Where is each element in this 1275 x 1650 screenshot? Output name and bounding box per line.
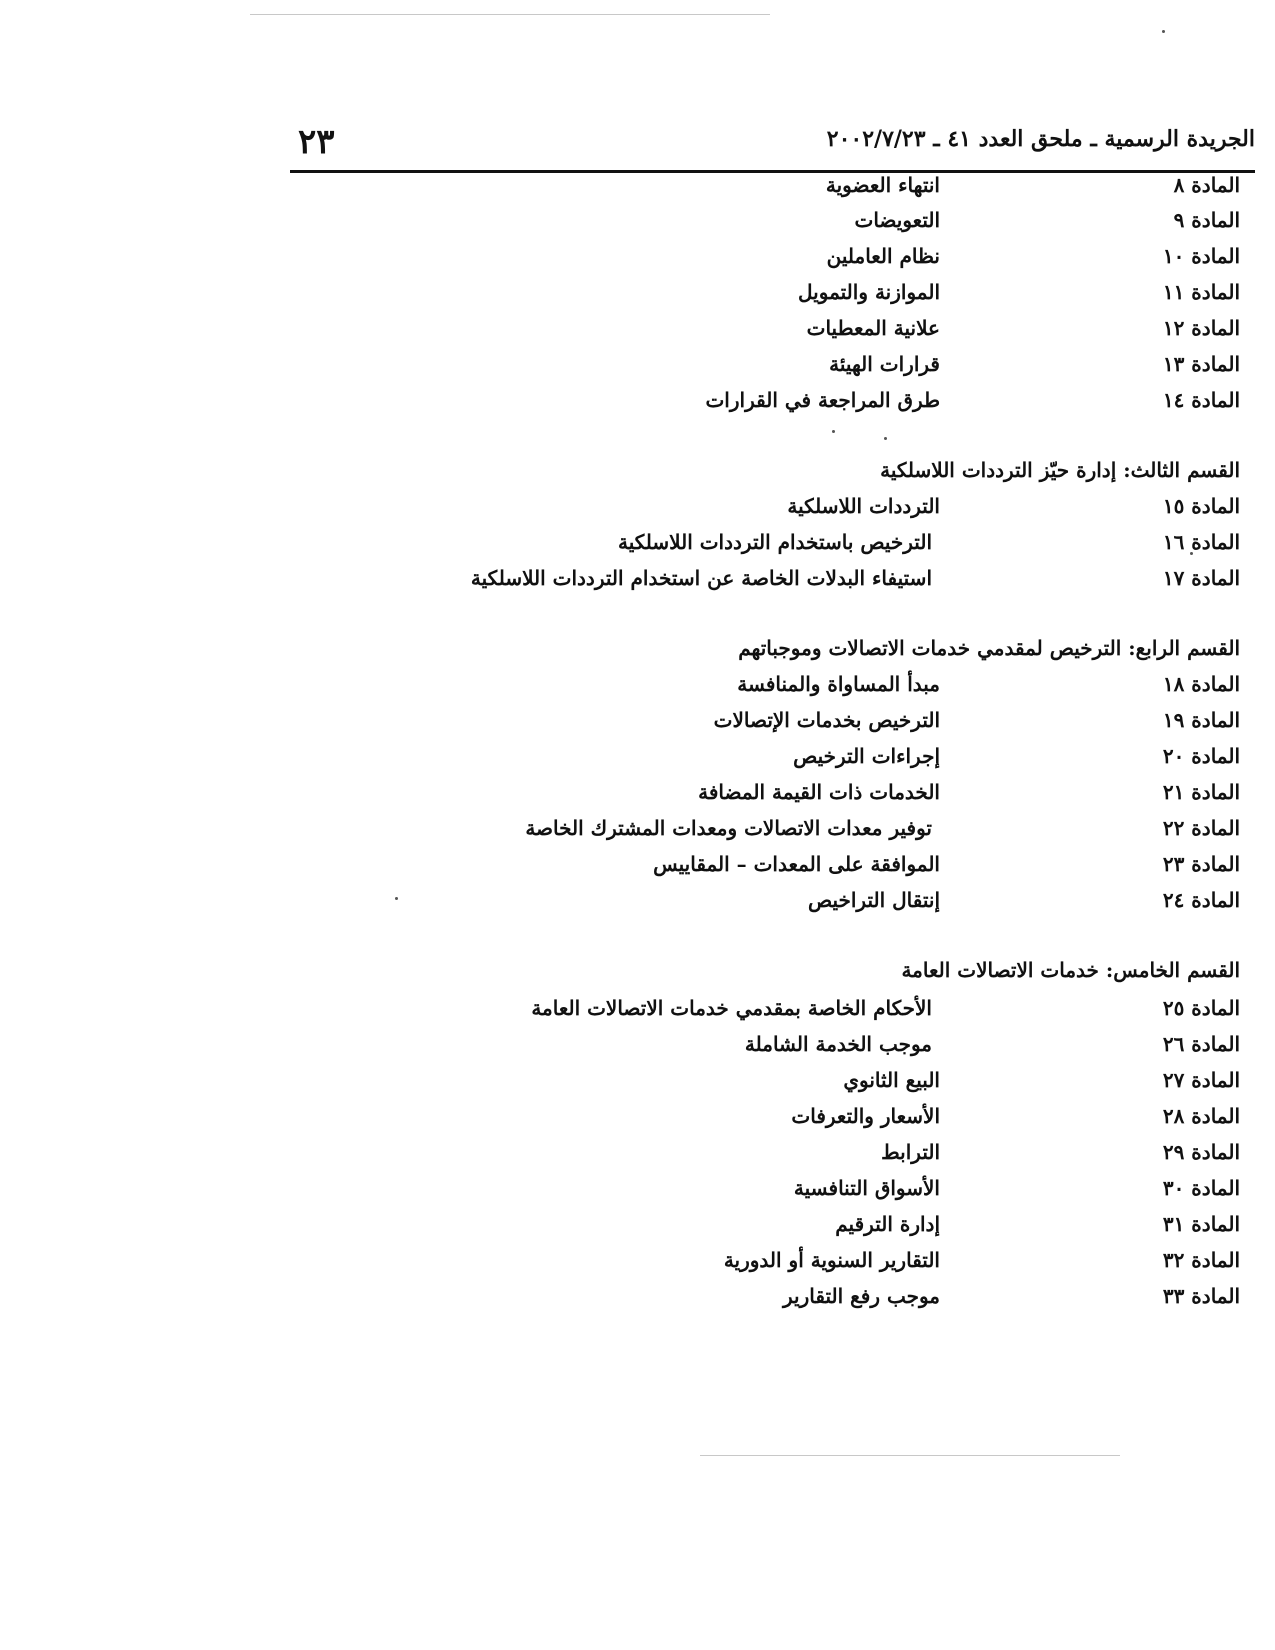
article-label: المادة ١٥ [1162,494,1240,518]
toc-entry [300,816,1240,846]
toc-entry [300,530,1240,560]
article-title: موجب الخدمة الشاملة [744,1032,932,1056]
article-label: المادة ٣٢ [1162,1248,1240,1272]
article-title: توفير معدات الاتصالات ومعدات المشترك الخاصة [525,816,932,840]
section-heading [300,958,1240,990]
article-label: المادة ٢٣ [1162,852,1240,876]
article-title: الترخيص باستخدام الترددات اللاسلكية [618,530,932,554]
toc-entry [300,566,1240,596]
article-label: المادة ١٨ [1162,672,1240,696]
article-title: الموافقة على المعدات – المقاييس [653,852,940,876]
article-label: المادة ١٧ [1162,566,1240,590]
page-number: ٢٣ [298,122,335,162]
article-title: قرارات الهيئة [829,352,940,376]
toc-entry [300,1176,1240,1206]
toc-entry [300,388,1240,418]
article-label: المادة ١٦ [1162,530,1240,554]
page-header [290,122,1255,170]
toc-entry [300,280,1240,310]
article-label: المادة ١٢ [1162,316,1240,340]
article-label: المادة ١٣ [1162,352,1240,376]
toc-entry [300,708,1240,738]
toc-entry [300,244,1240,274]
article-label: المادة ١٠ [1162,244,1240,268]
toc-entry [300,1248,1240,1278]
article-label: المادة ٣٠ [1162,1176,1240,1200]
article-title: الترددات اللاسلكية [787,494,940,518]
section-heading-text: القسم الرابع: الترخيص لمقدمي خدمات الاتصالات وموجباتهم [738,636,1240,660]
article-label: المادة ٢٩ [1162,1140,1240,1164]
article-label: المادة ١٩ [1162,708,1240,732]
section-heading [300,458,1240,490]
toc-entry [300,1104,1240,1134]
section-heading-text: القسم الخامس: خدمات الاتصالات العامة [901,958,1240,982]
toc-entry [300,888,1240,918]
article-title: الخدمات ذات القيمة المضافة [698,780,940,804]
article-title: الأسعار والتعرفات [791,1104,940,1128]
article-title: مبدأ المساواة والمنافسة [737,672,940,696]
scan-speck [1162,30,1165,33]
toc-entry [300,672,1240,702]
article-label: المادة ٢٨ [1162,1104,1240,1128]
article-label: المادة ٢٠ [1162,744,1240,768]
scan-artifact-line [700,1455,1120,1456]
toc-entry [300,1284,1240,1314]
toc-entry [300,996,1240,1026]
article-title: طرق المراجعة في القرارات [705,388,940,412]
toc-entry [300,744,1240,774]
section-heading-text: القسم الثالث: إدارة حيّز الترددات اللاسلكية [880,458,1240,482]
article-title: الترخيص بخدمات الإتصالات [713,708,940,732]
article-title: علانية المعطيات [806,316,940,340]
toc-entry [300,316,1240,346]
article-label: المادة ٩ [1173,208,1240,232]
article-label: المادة ١٤ [1162,388,1240,412]
gazette-title: الجريدة الرسمية ـ ملحق العدد ٤١ ـ ٢٠٠٢/٧/٢٣ [826,126,1255,152]
article-title: التقارير السنوية أو الدورية [723,1248,940,1272]
article-title: التعويضات [854,208,940,232]
article-label: المادة ٨ [1173,173,1240,197]
scan-artifact-line [250,14,770,15]
article-title: الموازنة والتمويل [798,280,940,304]
section-heading [300,636,1240,668]
article-title: استيفاء البدلات الخاصة عن استخدام الترددات اللاسلكية [470,566,932,590]
article-title: إجراءات الترخيص [793,744,940,768]
article-label: المادة ٢٥ [1162,996,1240,1020]
article-label: المادة ٢٢ [1162,816,1240,840]
article-title: انتهاء العضوية [825,173,940,197]
article-label: المادة ٣٣ [1162,1284,1240,1308]
article-label: المادة ٢٤ [1162,888,1240,912]
scan-speck [832,430,835,433]
toc-entry [300,852,1240,882]
article-title: الأسواق التنافسية [793,1176,940,1200]
article-title: نظام العاملين [826,244,940,268]
article-label: المادة ١١ [1162,280,1240,304]
scan-speck [884,437,887,440]
toc-entry [300,1032,1240,1062]
article-label: المادة ٢٦ [1162,1032,1240,1056]
toc-entry [300,1212,1240,1242]
toc-entry [300,1140,1240,1170]
article-title: موجب رفع التقارير [783,1284,940,1308]
article-title: إدارة الترقيم [835,1212,940,1236]
toc-entry [300,780,1240,810]
toc-entry [300,1068,1240,1098]
article-label: المادة ٢١ [1162,780,1240,804]
article-title: الترابط [881,1140,940,1164]
article-title: البيع الثانوي [843,1068,940,1092]
article-title: الأحكام الخاصة بمقدمي خدمات الاتصالات العامة [531,996,932,1020]
toc-entry [300,352,1240,382]
toc-entry [300,494,1240,524]
article-label: المادة ٢٧ [1162,1068,1240,1092]
article-label: المادة ٣١ [1162,1212,1240,1236]
toc-entry [300,173,1240,203]
article-title: إنتقال التراخيص [807,888,940,912]
toc-entry [300,208,1240,238]
